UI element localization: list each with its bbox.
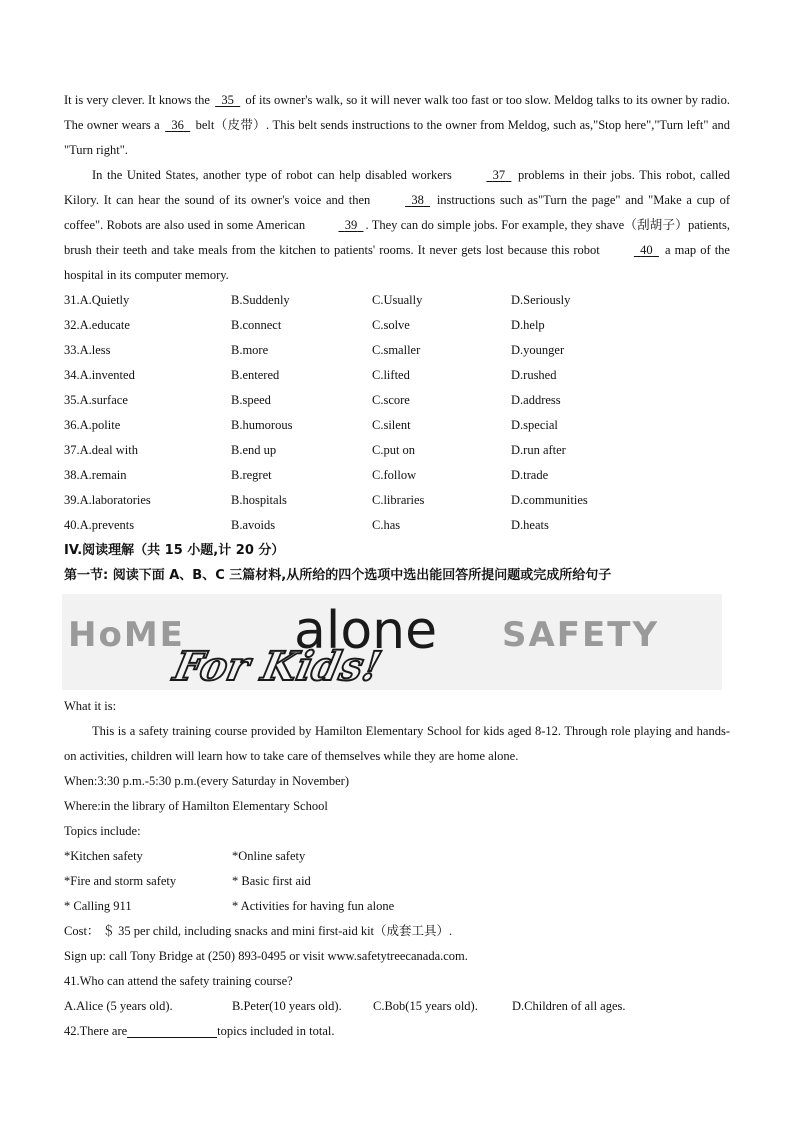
option: D.Seriously: [511, 293, 571, 307]
ad-what-label: What it is:: [64, 699, 117, 713]
option: 39.A.laboratories: [64, 493, 151, 507]
ad-signup: Sign up: call Tony Bridge at (250) 893-0495 or visit www.safetytreecanada.com.: [64, 949, 468, 963]
home-alone-safety-banner: [62, 594, 722, 690]
blank-40: 40: [640, 243, 653, 257]
option: 37.A.deal with: [64, 443, 138, 457]
option: A.Alice (5 years old).: [64, 999, 173, 1013]
option: B.hospitals: [231, 493, 287, 507]
banner-word-safety: SAFETY: [502, 615, 660, 655]
option: C.lifted: [372, 368, 410, 382]
option: 33.A.less: [64, 343, 111, 357]
option: C.solve: [372, 318, 410, 332]
option: C.put on: [372, 443, 416, 457]
option: D.trade: [511, 468, 549, 482]
topic-item: * Activities for having fun alone: [232, 899, 395, 913]
option: B.humorous: [231, 418, 293, 432]
banner-word-home: HoME: [68, 615, 185, 655]
option: B.Peter(10 years old).: [232, 999, 342, 1013]
option: 31.A.Quietly: [64, 293, 130, 307]
passage-paragraph-2: [64, 163, 730, 288]
option: D.Children of all ages.: [512, 999, 626, 1013]
option: D.address: [511, 393, 561, 407]
option: C.silent: [372, 418, 411, 432]
question-42: [64, 1019, 730, 1044]
option: C.has: [372, 518, 401, 532]
option: D.younger: [511, 343, 565, 357]
option: 35.A.surface: [64, 393, 128, 407]
answer-blank: [127, 1023, 217, 1038]
text: belt（皮带）. This belt sends instructions to the owner from Meldog, such as,"Stop here","Turn left" and "Turn right".: [64, 118, 730, 157]
option: B.Suddenly: [231, 293, 290, 307]
text: . They can do simple jobs. For example, they shave（刮胡子）patients, brush their teeth and take meals from the kitchen to patients' rooms. It never gets lost because this robot: [64, 218, 730, 257]
text: instructions such as"Turn the page" and "Make a cup of coffee". Robots are also used in some American: [64, 193, 730, 232]
blank-37: 37: [492, 168, 506, 182]
topic-item: * Calling 911: [64, 899, 132, 913]
option: B.end up: [231, 443, 277, 457]
text: topics included in total.: [217, 1024, 335, 1038]
option: 38.A.remain: [64, 468, 127, 482]
option: 34.A.invented: [64, 368, 135, 382]
option: C.smaller: [372, 343, 421, 357]
ad-topics-list: [64, 844, 730, 919]
ad-topics-label: Topics include:: [64, 824, 141, 838]
option: B.regret: [231, 468, 272, 482]
option: B.speed: [231, 393, 271, 407]
option: B.more: [231, 343, 269, 357]
option: B.entered: [231, 368, 280, 382]
option: D.run after: [511, 443, 566, 457]
option: C.score: [372, 393, 410, 407]
blank-36: 36: [171, 118, 184, 132]
section-title: IV.阅读理解（共 15 小题,计 20 分）: [64, 543, 285, 558]
exam-page: [64, 88, 730, 1044]
option: C.Bob(15 years old).: [373, 999, 478, 1013]
cloze-options: [64, 288, 730, 538]
option: D.heats: [511, 518, 549, 532]
option: D.rushed: [511, 368, 557, 382]
ad-description: This is a safety training course provided by Hamilton Elementary School for kids aged 8-12. Through role playing and hands-on activities, children will learn how to take care of themselves while they are home alone.: [64, 724, 730, 763]
banner-word-alone: alone: [294, 601, 438, 661]
text: In the United States, another type of robot can help disabled workers: [92, 168, 457, 182]
option: C.follow: [372, 468, 417, 482]
ad-where: Where:in the library of Hamilton Elementary School: [64, 799, 328, 813]
ad-when: When:3:30 p.m.-5:30 p.m.(every Saturday in November): [64, 774, 349, 788]
passage-paragraph-1: [64, 88, 730, 163]
text: It is very clever. It knows the: [64, 93, 214, 107]
option: B.avoids: [231, 518, 276, 532]
text: 42.There are: [64, 1024, 128, 1038]
option: 36.A.polite: [64, 418, 121, 432]
option: D.special: [511, 418, 558, 432]
section-subtitle: 第一节: 阅读下面 A、B、C 三篇材料,从所给的四个选项中选出能回答所提问题或完成所给句子: [64, 568, 612, 583]
topic-item: *Online safety: [232, 849, 306, 863]
ad-cost: Cost： ＄ 35 per child, including snacks and mini first-aid kit（成套工具）.: [64, 924, 453, 938]
text: problems in their jobs. This robot, called Kilory. It can hear the sound of its owner's voice and then: [64, 168, 730, 207]
question-41: 41.Who can attend the safety training course?: [64, 974, 293, 988]
option: C.Usually: [372, 293, 423, 307]
blank-39: 39: [344, 218, 358, 232]
question-41-options: [64, 994, 730, 1019]
option: 40.A.prevents: [64, 518, 135, 532]
text: of its owner's walk, so it will never walk too fast or too slow. Meldog talks to its owner by radio. The owner wears a: [64, 93, 730, 132]
banner-word-for-kids: For Kids!: [169, 642, 386, 690]
option: B.connect: [231, 318, 282, 332]
topic-item: * Basic first aid: [232, 874, 311, 888]
option: D.communities: [511, 493, 588, 507]
topic-item: *Kitchen safety: [64, 849, 143, 863]
option: D.help: [511, 318, 545, 332]
blank-35: 35: [221, 93, 234, 107]
topic-item: *Fire and storm safety: [64, 874, 177, 888]
text: a map of the hospital in its computer memory.: [64, 243, 730, 282]
blank-38: 38: [411, 193, 424, 207]
option: C.libraries: [372, 493, 425, 507]
banner-logo: [62, 594, 722, 690]
option: 32.A.educate: [64, 318, 130, 332]
